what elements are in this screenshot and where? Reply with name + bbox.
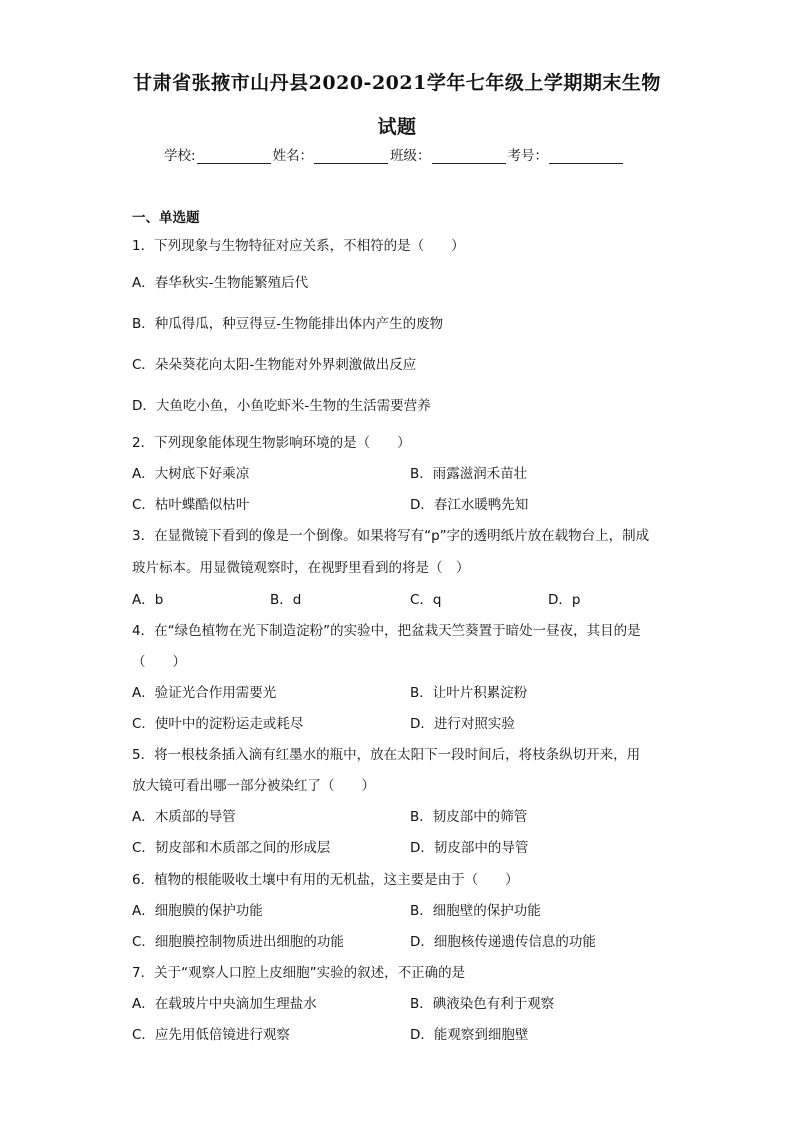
school-blank (197, 149, 271, 164)
question-4-option-b: B．让叶片积累淀粉 (410, 685, 528, 701)
question-5-option-d: D．韧皮部中的导管 (410, 840, 529, 856)
question-5-stem-line2: 放大镜可看出哪一部分被染红了（ ） (132, 778, 375, 794)
exam-title-line1: 甘肃省张掖市山丹县2020-2021学年七年级上学期期末生物 (133, 72, 661, 94)
question-3-stem-line1: 3．在显微镜下看到的像是一个倒像。如果将写有“p”字的透明纸片放在载物台上，制成 (132, 528, 650, 544)
question-2-option-a: A．大树底下好乘凉 (132, 466, 250, 482)
question-1-option-b: B．种瓜得瓜，种豆得豆-生物能排出体内产生的废物 (132, 316, 444, 332)
name-blank (314, 149, 388, 164)
section-heading: 一、单选题 (132, 210, 200, 226)
question-5-option-b: B．韧皮部中的筛管 (410, 809, 528, 825)
exam-title-line2: 试题 (377, 116, 417, 138)
question-4-option-c: C．使叶中的淀粉运走或耗尽 (132, 716, 304, 732)
question-2-option-c: C．枯叶蝶酷似枯叶 (132, 497, 250, 513)
question-6-option-a: A．细胞膜的保护功能 (132, 903, 263, 919)
question-1-option-d: D．大鱼吃小鱼，小鱼吃虾米-生物的生活需要营养 (132, 398, 431, 414)
name-label: 姓名： (272, 148, 314, 164)
exam-no-blank (549, 149, 623, 164)
question-3-option-c: C．q (410, 592, 442, 608)
question-1-option-a: A．春华秋实-生物能繁殖后代 (132, 275, 309, 291)
question-1-stem: 1．下列现象与生物特征对应关系，不相符的是（ ） (132, 238, 465, 254)
question-7-option-d: D．能观察到细胞壁 (410, 1027, 529, 1043)
question-6-stem: 6．植物的根能吸收土壤中有用的无机盐，这主要是由于（ ） (132, 872, 519, 888)
question-2-option-d: D．春江水暖鸭先知 (410, 497, 529, 513)
school-label: 学校: (164, 148, 196, 164)
question-2-option-b: B．雨露滋润禾苗壮 (410, 466, 528, 482)
question-7-option-b: B．碘液染色有利于观察 (410, 996, 555, 1012)
exam-no-label: 考号： (507, 148, 549, 164)
question-7-option-c: C．应先用低倍镜进行观察 (132, 1027, 290, 1043)
question-7-stem: 7．关于“观察人口腔上皮细胞”实验的叙述，不正确的是 (132, 965, 466, 981)
question-3-option-a: A．b (132, 592, 164, 608)
class-blank (432, 149, 506, 164)
question-6-option-d: D．细胞核传递遗传信息的功能 (410, 934, 596, 950)
question-6-option-c: C．细胞膜控制物质进出细胞的功能 (132, 934, 344, 950)
question-6-option-b: B．细胞壁的保护功能 (410, 903, 541, 919)
question-5-option-a: A．木质部的导管 (132, 809, 236, 825)
question-4-stem-line1: 4．在“绿色植物在光下制造淀粉”的实验中，把盆栽天竺葵置于暗处一昼夜，其目的是 (132, 623, 641, 639)
question-3-option-d: D．p (548, 592, 581, 608)
question-4-stem-line2: （ ） (132, 654, 186, 670)
question-4-option-a: A．验证光合作用需要光 (132, 685, 277, 701)
question-2-stem: 2．下列现象能体现生物影响环境的是（ ） (132, 435, 411, 451)
question-5-option-c: C．韧皮部和木质部之间的形成层 (132, 840, 331, 856)
question-4-option-d: D．进行对照实验 (410, 716, 515, 732)
class-label: 班级： (390, 148, 431, 164)
question-5-stem-line1: 5．将一根枝条插入滴有红墨水的瓶中，放在太阳下一段时间后，将枝条纵切开来，用 (132, 747, 641, 763)
question-7-option-a: A．在载玻片中央滴加生理盐水 (132, 996, 317, 1012)
question-3-stem-line2: 玻片标本。用显微镜观察时，在视野里看到的将是（ ） (132, 560, 470, 576)
question-3-option-b: B．d (270, 592, 302, 608)
question-1-option-c: C．朵朵葵花向太阳-生物能对外界刺激做出反应 (132, 357, 417, 373)
student-info-row (164, 144, 625, 164)
